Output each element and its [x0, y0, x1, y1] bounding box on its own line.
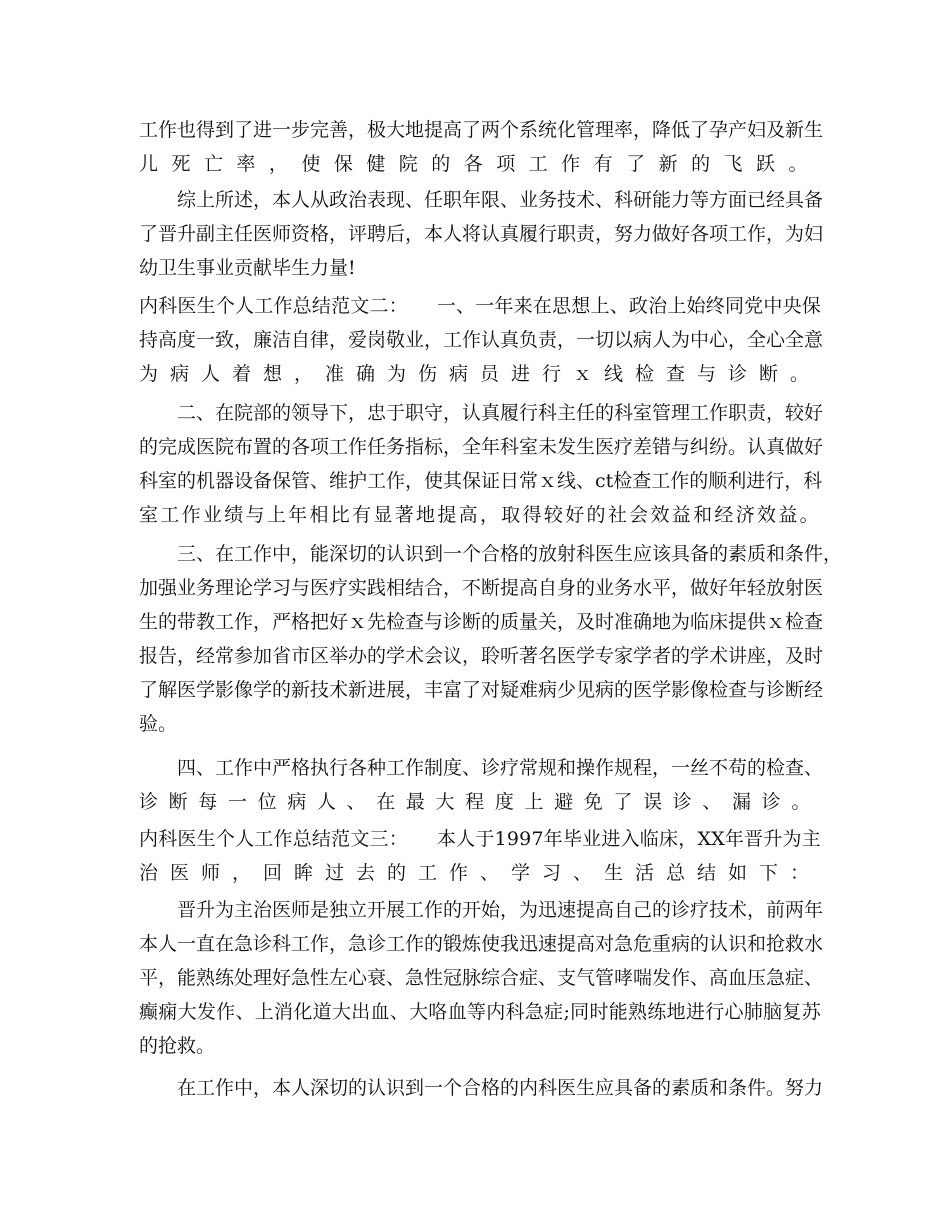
text-line: 综上所述，本人从政治表现、任职年限、业务技术、科研能力等方面已经具备: [177, 189, 824, 211]
text-line: 为病人着想，准确为伤病员进行ｘ线检查与诊断。: [139, 363, 821, 385]
text-line: 诊断每一位病人、在最大程度上避免了误诊、漏诊。: [139, 791, 821, 813]
text-line: 工作也得到了进一步完善，极大地提高了两个系统化管理率，降低了孕产妇及新生: [139, 119, 824, 141]
paragraph-9: [139, 1071, 824, 1105]
paragraph-4: [139, 396, 824, 532]
text-line: 加强业务理论学习与医疗实践相结合，不断提高自身的业务水平，做好年轻放射医: [139, 577, 824, 599]
text-line: 室工作业绩与上年相比有显著地提高，取得较好的社会效益和经济效益。: [139, 504, 821, 526]
text-line: 了解医学影像学的新技术新进展，丰富了对疑难病少见病的医学影像检查与诊断经: [139, 679, 824, 701]
text-line: 平，能熟练处理好急性左心衰、急性冠脉综合症、支气管哮喘发作、高血压急症、: [139, 967, 824, 989]
text-line: 持高度一致，廉洁自律，爱岗敬业，工作认真负责，一切以病人为中心，全心全意: [139, 329, 824, 351]
text-line: 癫痫大发作、上消化道大出血、大咯血等内科急症;同时能熟练地进行心肺脑复苏: [139, 1001, 821, 1023]
text-line: 三、在工作中，能深切的认识到一个合格的放射科医生应该具备的素质和条件，: [177, 543, 843, 565]
paragraph-8: [139, 893, 824, 1063]
text-line: 四、工作中严格执行各种工作制度、诊疗常规和操作规程，一丝不苟的检查、: [177, 757, 824, 779]
text-line: 内科医生个人工作总结范文三： 本人于1997年毕业进入临床，XX年晋升为主: [139, 828, 821, 850]
text-line: 治医师，回眸过去的工作、学习、生活总结如下：: [139, 862, 821, 884]
text-line: 二、在院部的领导下，忠于职守，认真履行科主任的科室管理工作职责，较好: [177, 402, 824, 424]
text-line: 的抢救。: [139, 1035, 216, 1057]
text-line: 了晋升副主任医师资格，评聘后，本人将认真履行职责，努力做好各项工作，为妇: [139, 223, 824, 245]
text-line: 报告，经常参加省市区举办的学术会议，聆听著名医学专家学者的学术讲座，及时: [139, 645, 824, 667]
paragraph-3: [139, 289, 824, 391]
text-line: 儿死亡率，使保健院的各项工作有了新的飞跃。: [139, 153, 821, 175]
paragraph-5: [139, 537, 843, 741]
text-line: 验。: [139, 713, 178, 735]
text-line: 的完成医院布置的各项工作任务指标，全年科室未发生医疗差错与纠纷。认真做好: [139, 436, 824, 458]
paragraph-2: [139, 183, 824, 285]
text-line: 在工作中，本人深切的认识到一个合格的内科医生应具备的素质和条件。努力: [177, 1077, 824, 1099]
paragraph-6: [139, 751, 824, 819]
text-line: 晋升为主治医师是独立开展工作的开始，为迅速提高自己的诊疗技术，前两年: [177, 899, 824, 921]
text-line: 幼卫生事业贡献毕生力量!: [139, 257, 356, 279]
text-line: 本人一直在急诊科工作，急诊工作的锻炼使我迅速提高对急危重病的认识和抢救水: [139, 933, 824, 955]
text-line: 内科医生个人工作总结范文二： 一、一年来在思想上、政治上始终同党中央保: [139, 295, 821, 317]
paragraph-7: [139, 822, 821, 890]
text-line: 生的带教工作，严格把好ｘ先检查与诊断的质量关，及时准确地为临床提供ｘ检查: [139, 611, 824, 633]
text-line: 科室的机器设备保管、维护工作，使其保证日常ｘ线、ct检查工作的顺利进行，科: [139, 470, 823, 492]
paragraph-1: [139, 113, 824, 181]
